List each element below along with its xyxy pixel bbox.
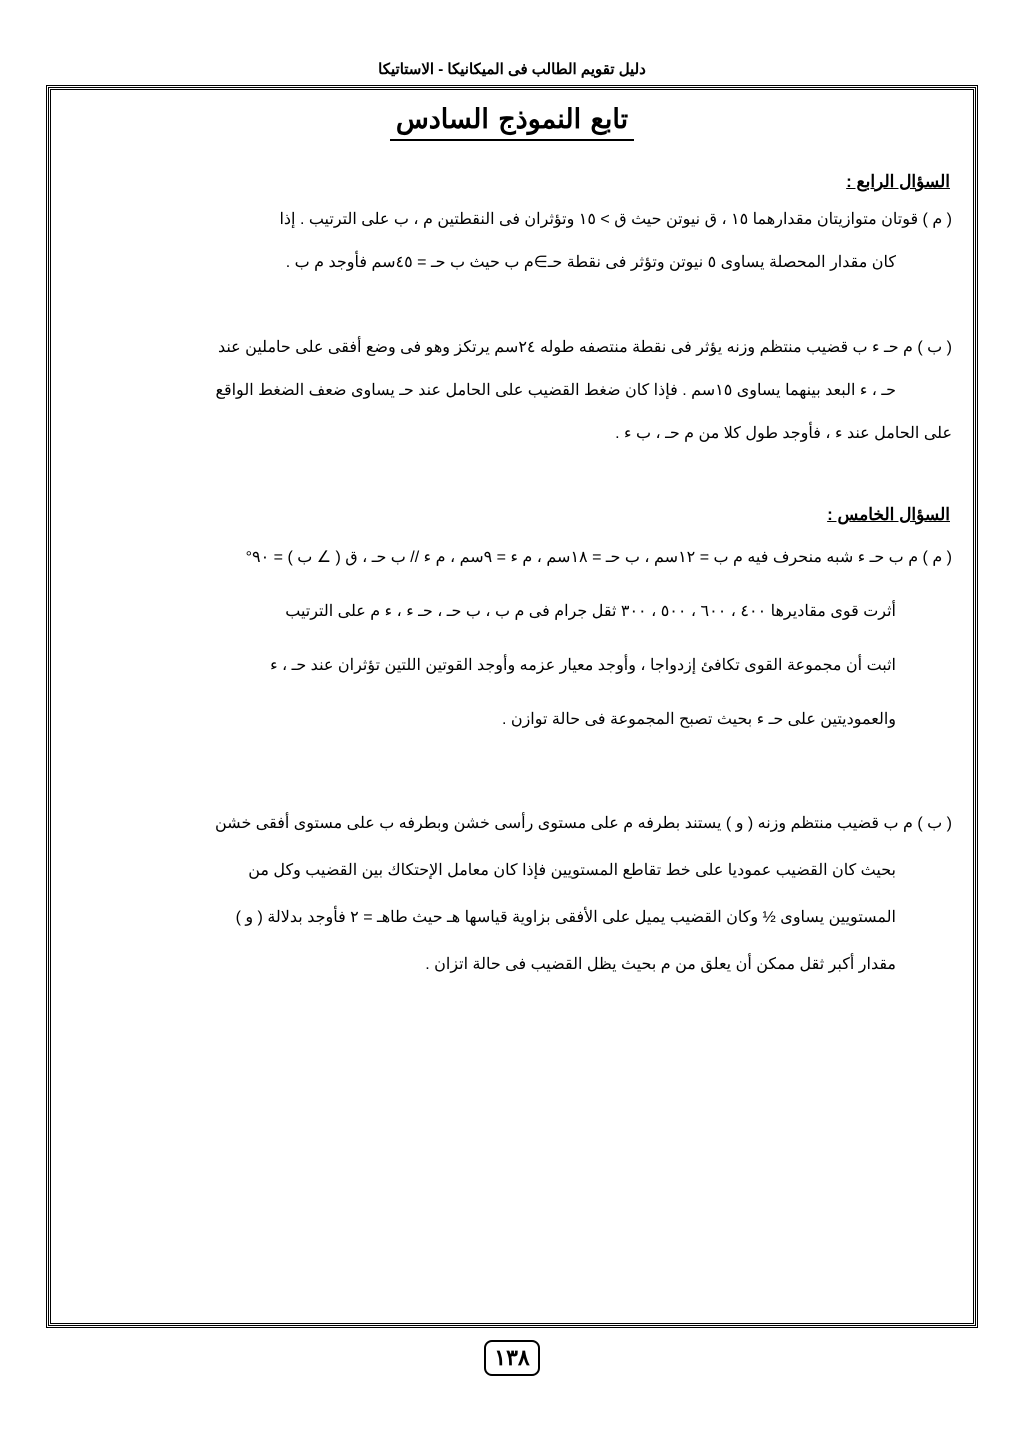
question4-part-b-line-2: حـ ، ء البعد بينهما يساوى ١٥سم . فإذا كان ضغط القضيب على الحامل عند حـ يساوى ضعف الضغط الواقع xyxy=(215,382,896,399)
page-number: ١٣٨ xyxy=(484,1340,540,1376)
question5-part-a-line-1: ( م ) م ب حـ ء شبه منحرف فيه م ب = ١٢سم ، ب حـ = ١٨سم ، م ء = ٩سم ، م ء // ب حـ ، ق ( ∠ ب ) = ٩٠° xyxy=(245,549,952,566)
question5-part-a-line-2: أثرت قوى مقاديرها ٤٠٠ ، ٦٠٠ ، ٥٠٠ ، ٣٠٠ ثقل جرام فى م ب ، ب حـ ، حـ ء ، ء م على الترتيب xyxy=(285,603,896,620)
question5-part-a-line-4: والعموديتين على حـ ء بحيث تصبح المجموعة فى حالة توازن . xyxy=(501,711,896,728)
question4-part-a-line-1: ( م ) قوتان متوازيتان مقدارهما ١٥ ، ق نيوتن حيث ق > ١٥ وتؤثران فى النقطتين م ، ب على الترتيب . إذا xyxy=(279,211,952,228)
question5-part-b-line-2: بحيث كان القضيب عموديا على خط تقاطع المستويين فإذا كان معامل الإحتكاك بين القضيب وكل من xyxy=(248,862,896,879)
question5-part-b xyxy=(72,800,952,988)
question5-part-b-line-4: مقدار أكبر ثقل ممكن أن يعلق من م بحيث يظل القضيب فى حالة اتزان . xyxy=(425,956,896,973)
question5-heading: السؤال الخامس : xyxy=(827,505,950,524)
question4-part-a xyxy=(72,198,952,284)
question4-part-b xyxy=(72,326,952,455)
question4-heading: السؤال الرابع : xyxy=(846,172,950,191)
question4-part-b-line-3: على الحامل عند ء ، فأوجد طول كلا من م حـ ، ب ء . xyxy=(615,425,952,442)
question5-part-b-line-1: ( ب ) م ب قضيب منتظم وزنه ( و ) يستند بطرفه م على مستوى رأسى خشن وبطرفه ب على مستوى أفقى خشن xyxy=(214,815,952,832)
question4-part-b-line-1: ( ب ) م حـ ء ب قضيب منتظم وزنه يؤثر فى نقطة منتصفه طوله ٢٤سم يرتكز وهو فى وضع أفقى على حاملين عند xyxy=(217,339,952,356)
running-header: دليل تقويم الطالب فى الميكانيكا - الاستاتيكا xyxy=(378,61,646,78)
page-title-block xyxy=(0,104,1024,135)
question5-part-a xyxy=(72,531,952,747)
question5-part-a-line-3: اثبت أن مجموعة القوى تكافئ إزدواجا ، وأوجد معيار عزمه وأوجد القوتين اللتين تؤثران عند حـ ، ء xyxy=(270,657,896,674)
question5-part-b-line-3: المستويين يساوى ½ وكان القضيب يميل على الأفقى بزاوية قياسها هـ حيث طاهـ = ٢ فأوجد بدلالة ( و ) xyxy=(235,909,896,926)
question4-part-a-line-2: كان مقدار المحصلة يساوى ٥ نيوتن وتؤثر فى نقطة حـ∋م ب حيث ب حـ = ٤٥سم فأوجد م ب . xyxy=(285,254,896,271)
page-title: تابع النموذج السادس xyxy=(390,104,634,141)
